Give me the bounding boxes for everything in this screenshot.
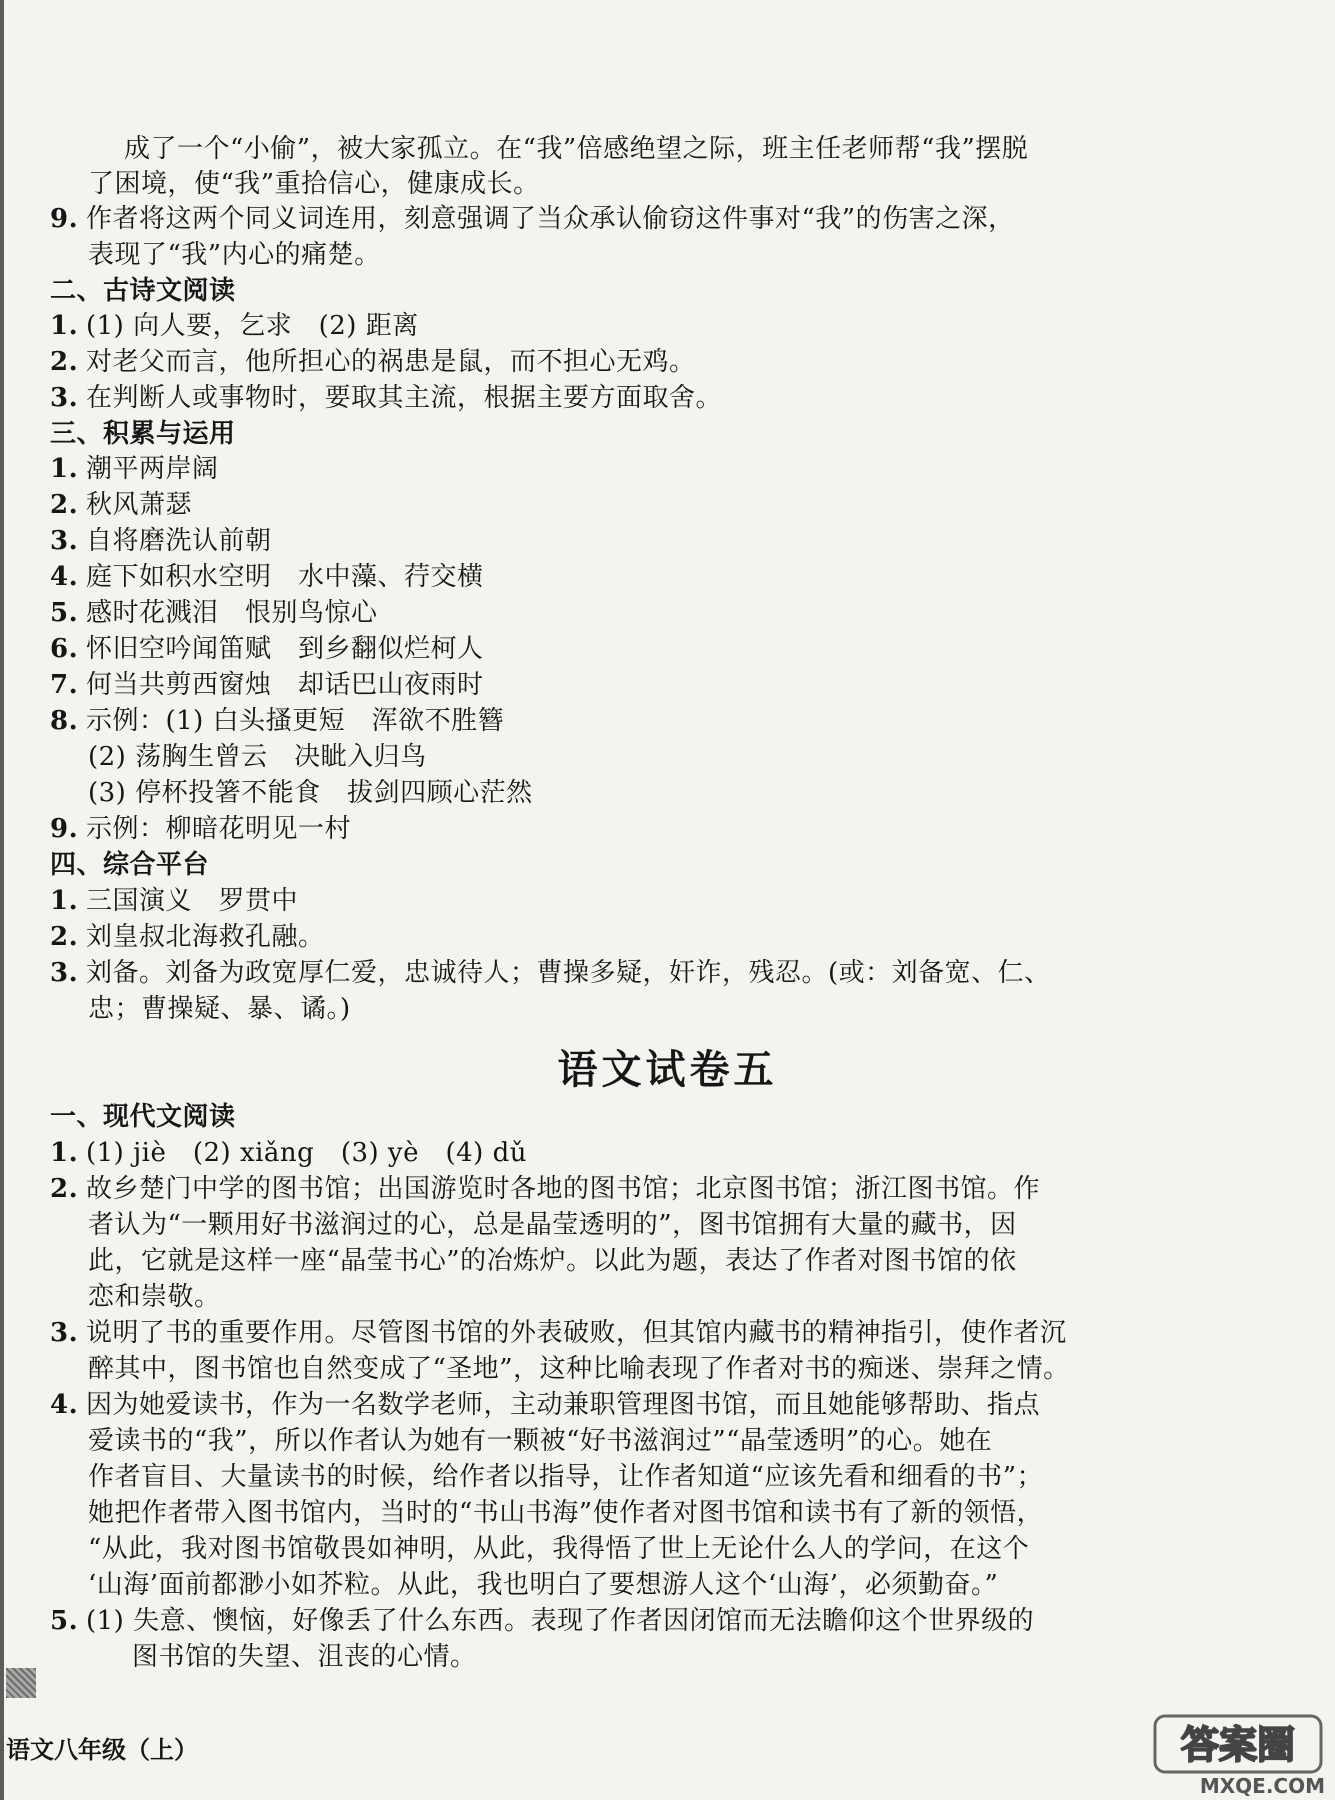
answer-line: 爱读书的“我”，所以作者认为她有一颗被“好书滋润过”“晶莹透明”的心。她在 xyxy=(88,1426,993,1456)
answer-line: 醉其中，图书馆也自然变成了“圣地”，这种比喻表现了作者对书的痴迷、崇拜之情。 xyxy=(88,1354,1070,1384)
section-heading: 四、综合平台 xyxy=(50,850,210,880)
watermark-url: MXQE.COM xyxy=(1199,1774,1325,1798)
watermark-logo-text: 答案圈 xyxy=(1180,1723,1296,1767)
answer-line: 3. 说明了书的重要作用。尽管图书馆的外表破败，但其馆内藏书的精神指引，使作者沉 xyxy=(50,1318,1067,1348)
answer-line: 4. 因为她爱读书，作为一名数学老师，主动兼职管理图书馆，而且她能够帮助、指点 xyxy=(50,1390,1041,1420)
answer-line: 了困境，使“我”重拾信心，健康成长。 xyxy=(88,169,540,199)
page-binding-edge xyxy=(0,0,4,1800)
answer-line: 成了一个“小偷”，被大家孤立。在“我”倍感绝望之际，班主任老师帮“我”摆脱 xyxy=(124,134,1029,164)
section-heading: 二、古诗文阅读 xyxy=(50,276,236,306)
answer-line: 2. 刘皇叔北海救孔融。 xyxy=(50,922,325,952)
exam-title: 语文试卷五 xyxy=(557,1046,778,1093)
answer-line: (3) 停杯投箸不能食 拔剑四顾心茫然 xyxy=(88,778,533,808)
answer-line: 1. (1) jiè (2) xiǎng (3) yè (4) dǔ xyxy=(50,1138,527,1168)
answer-line: 3. 刘备。刘备为政宽厚仁爱，忠诚待人；曹操多疑，奸诈，残忍。(或：刘备宽、仁、 xyxy=(50,958,1051,988)
answer-line: 9. 作者将这两个同义词连用，刻意强调了当众承认偷窃这件事对“我”的伤害之深， xyxy=(50,204,1015,234)
answer-line: 8. 示例：(1) 白头搔更短 浑欲不胜簪 xyxy=(50,706,505,736)
answer-line: 恋和崇敬。 xyxy=(88,1282,221,1312)
answer-line: 7. 何当共剪西窗烛 却话巴山夜雨时 xyxy=(50,670,484,700)
answer-line: 作者盲目、大量读书的时候，给作者以指导，让作者知道“应该先看和细看的书”； xyxy=(88,1462,1044,1492)
answer-line: 忠；曹操疑、暴、谲。) xyxy=(88,994,351,1024)
answer-line: 5. (1) 失意、懊恼，好像丢了什么东西。表现了作者因闭馆而无法瞻仰这个世界级的 xyxy=(50,1606,1035,1636)
watermark-logo xyxy=(1153,1712,1323,1776)
answer-line: “从此，我对图书馆敬畏如神明，从此，我得悟了世上无论什么人的学问，在这个 xyxy=(88,1534,1030,1564)
answer-line: 此，它就是这样一座“晶莹书心”的冶炼炉。以此为题，表达了作者对图书馆的依 xyxy=(88,1246,1017,1276)
answer-line: 6. 怀旧空吟闻笛赋 到乡翻似烂柯人 xyxy=(50,634,484,664)
answer-line: (2) 荡胸生曾云 决眦入归鸟 xyxy=(88,742,427,772)
answer-line: 2. 对老父而言，他所担心的祸患是鼠，而不担心无鸡。 xyxy=(50,347,696,377)
answer-line: 她把作者带入图书馆内，当时的“书山书海”使作者对图书馆和读书有了新的领悟， xyxy=(88,1498,1044,1528)
answer-line: ‘山海’面前都渺小如芥粒。从此，我也明白了要想游人这个‘山海’，必须勤奋。” xyxy=(88,1570,999,1600)
answer-line: 表现了“我”内心的痛楚。 xyxy=(88,240,381,270)
answer-line: 图书馆的失望、沮丧的心情。 xyxy=(132,1642,477,1672)
answer-line: 1. (1) 向人要，乞求 (2) 距离 xyxy=(50,311,419,341)
answer-line: 9. 示例：柳暗花明见一村 xyxy=(50,814,352,844)
page-number-mark xyxy=(6,1668,36,1698)
page-footer: 语文八年级（上） xyxy=(6,1735,198,1764)
section-heading: 一、现代文阅读 xyxy=(50,1102,236,1132)
answer-line: 4. 庭下如积水空明 水中藻、荇交横 xyxy=(50,562,484,592)
answer-line: 2. 秋风萧瑟 xyxy=(50,490,193,520)
answer-line: 3. 自将磨洗认前朝 xyxy=(50,526,272,556)
answer-line: 2. 故乡楚门中学的图书馆；出国游览时各地的图书馆；北京图书馆；浙江图书馆。作 xyxy=(50,1174,1041,1204)
answer-line: 者认为“一颗用好书滋润过的心，总是晶莹透明的”，图书馆拥有大量的藏书，因 xyxy=(88,1210,1017,1240)
answer-line: 1. 潮平两岸阔 xyxy=(50,454,219,484)
section-heading: 三、积累与运用 xyxy=(50,419,236,449)
answer-line: 1. 三国演义 罗贯中 xyxy=(50,886,299,916)
answer-line: 5. 感时花溅泪 恨别鸟惊心 xyxy=(50,598,378,628)
answer-line: 3. 在判断人或事物时，要取其主流，根据主要方面取舍。 xyxy=(50,383,723,413)
